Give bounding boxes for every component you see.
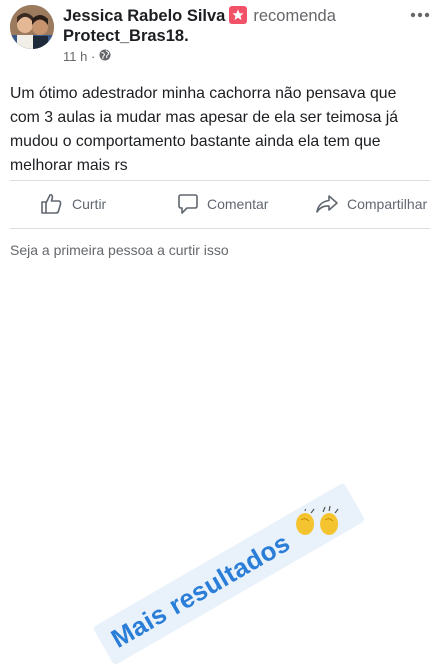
clapping-hands-icon xyxy=(284,492,354,553)
first-like-prompt: Seja a primeira pessoa a curtir isso xyxy=(10,242,229,258)
like-button[interactable] xyxy=(40,182,106,226)
divider xyxy=(10,180,430,181)
share-label: Compartilhar xyxy=(347,196,428,212)
post-text: Um ótimo adestrador minha cachorra não pensava que com 3 aulas ia mudar mas apesar de ela ser teimosa já mudou o comportamento bastante ainda ela tem que melhorar mais rs xyxy=(10,85,399,174)
recommends-label: recomenda xyxy=(253,7,336,25)
watermark xyxy=(92,482,365,665)
post-meta xyxy=(63,49,111,64)
comment-button[interactable] xyxy=(177,182,268,226)
avatar[interactable] xyxy=(10,5,54,49)
globe-icon xyxy=(99,49,111,64)
post-time[interactable]: 11 h · xyxy=(63,49,96,64)
post-header xyxy=(10,4,435,68)
like-label: Curtir xyxy=(72,196,107,212)
author-name[interactable]: Jessica Rabelo Silva xyxy=(63,7,226,25)
thumbs-up-icon xyxy=(40,193,64,215)
more-options-icon[interactable] xyxy=(409,8,431,22)
divider xyxy=(10,228,430,229)
recommend-badge-icon xyxy=(229,6,247,24)
recommended-page-name[interactable]: Protect_Bras18. xyxy=(63,27,189,45)
comment-icon xyxy=(177,193,199,215)
author-line xyxy=(63,6,336,26)
action-bar xyxy=(10,182,430,226)
share-button[interactable] xyxy=(315,182,427,226)
comment-label: Comentar xyxy=(207,196,269,212)
share-icon xyxy=(315,193,339,215)
watermark-text: Mais resultados xyxy=(105,526,295,654)
